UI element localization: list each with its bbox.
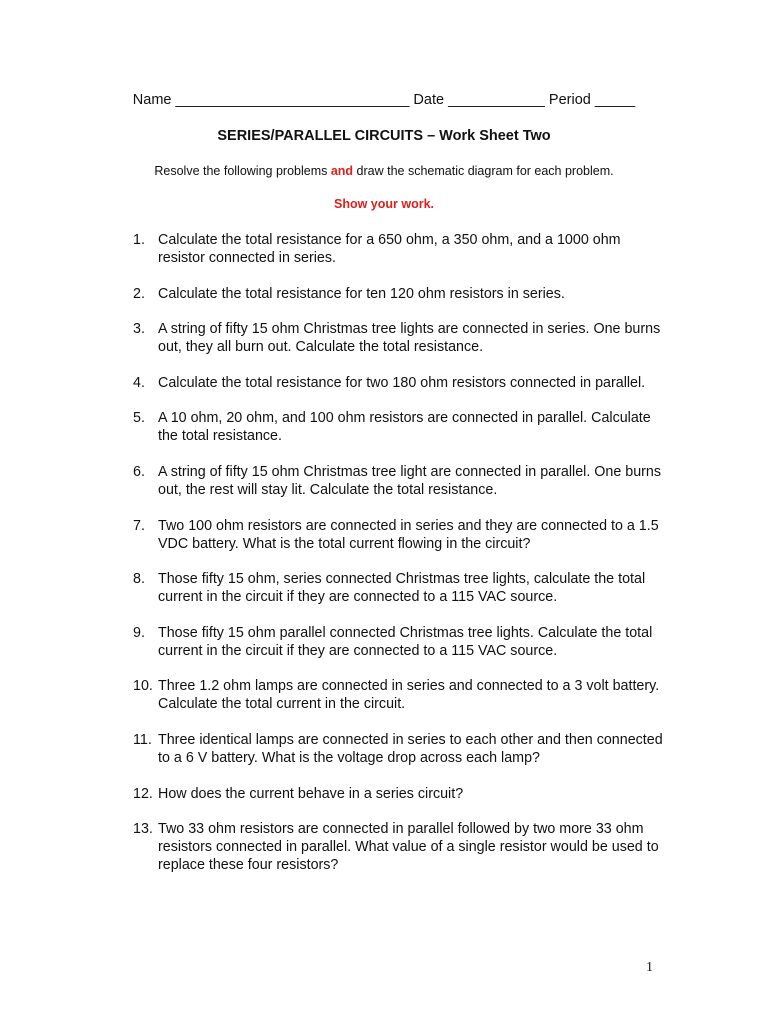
problem-item (133, 624, 663, 660)
problem-item (133, 820, 663, 874)
show-work-note: Show your work. (333, 197, 434, 211)
problem-number: 11. (133, 732, 152, 748)
problem-text: Calculate the total resistance for a 650 ohm, a 350 ohm, and a 1000 ohm resistor connected in series. (158, 232, 621, 266)
problem-text: Calculate the total resistance for two 180 ohm resistors connected in parallel. (158, 375, 646, 391)
problem-item (133, 231, 663, 267)
period-label: Period (548, 92, 591, 108)
problem-number: 13. (133, 821, 153, 837)
problem-number: 8. (133, 571, 145, 587)
problem-text: Calculate the total resistance for ten 120 ohm resistors in series. (158, 286, 565, 302)
name-label: Name (132, 92, 172, 108)
problem-text: A string of fifty 15 ohm Christmas tree lights are connected in series. One burns out, they all burn out. Calculate the total resistance. (158, 321, 661, 355)
problem-item (133, 731, 663, 767)
date-label: Date (413, 92, 445, 108)
problem-number: 3. (133, 321, 145, 337)
period-blank: _____ (594, 92, 636, 108)
problem-item (133, 320, 663, 356)
page-number: 1 (646, 960, 653, 975)
instructions-emphasis: and (330, 164, 354, 178)
problem-text: Two 33 ohm resistors are connected in parallel followed by two more 33 ohm resistors connected in parallel. What value of a single resistor would be used to replace these four resistors? (158, 821, 659, 873)
problem-number: 1. (133, 232, 145, 248)
problem-item (133, 517, 663, 553)
problem-item (133, 285, 663, 303)
problem-item (133, 570, 663, 606)
problem-number: 7. (133, 518, 145, 534)
problem-number: 6. (133, 464, 145, 480)
problem-text: Those fifty 15 ohm parallel connected Christmas tree lights. Calculate the total current in the circuit if they are connected to a 115 VAC source. (158, 625, 653, 659)
problem-text: How does the current behave in a series circuit? (158, 786, 464, 802)
problem-number: 4. (133, 375, 145, 391)
problem-number: 2. (133, 286, 145, 302)
problem-item (133, 785, 663, 803)
problem-number: 10. (133, 678, 153, 694)
problem-number: 12. (133, 786, 153, 802)
name-blank: _____________________________ (175, 92, 410, 108)
page-title: SERIES/PARALLEL CIRCUITS – Work Sheet Two (217, 128, 551, 144)
date-blank: ____________ (448, 92, 545, 108)
instructions-after: draw the schematic diagram for each problem. (353, 164, 614, 178)
instructions-before: Resolve the following problems (154, 164, 331, 178)
student-info-line (0, 92, 768, 108)
problem-text: Two 100 ohm resistors are connected in series and they are connected to a 1.5 VDC battery. What is the total current flowing in the circuit? (158, 518, 659, 552)
problem-text: Those fifty 15 ohm, series connected Christmas tree lights, calculate the total current in the circuit if they are connected to a 115 VAC source. (158, 571, 646, 605)
problem-text: A string of fifty 15 ohm Christmas tree light are connected in parallel. One burns out, the rest will stay lit. Calculate the total resistance. (158, 464, 662, 498)
problem-text: Three identical lamps are connected in series to each other and then connected to a 6 V battery. What is the voltage drop across each lamp? (158, 732, 663, 766)
problem-number: 5. (133, 410, 145, 426)
problem-item (133, 677, 663, 713)
problem-number: 9. (133, 625, 145, 641)
problem-item (133, 409, 663, 445)
problem-item (133, 374, 663, 392)
problem-text: A 10 ohm, 20 ohm, and 100 ohm resistors are connected in parallel. Calculate the total resistance. (158, 410, 651, 444)
instructions (0, 164, 768, 178)
problem-item (133, 463, 663, 499)
problem-text: Three 1.2 ohm lamps are connected in series and connected to a 3 volt battery. Calculate the total current in the circuit. (158, 678, 660, 712)
